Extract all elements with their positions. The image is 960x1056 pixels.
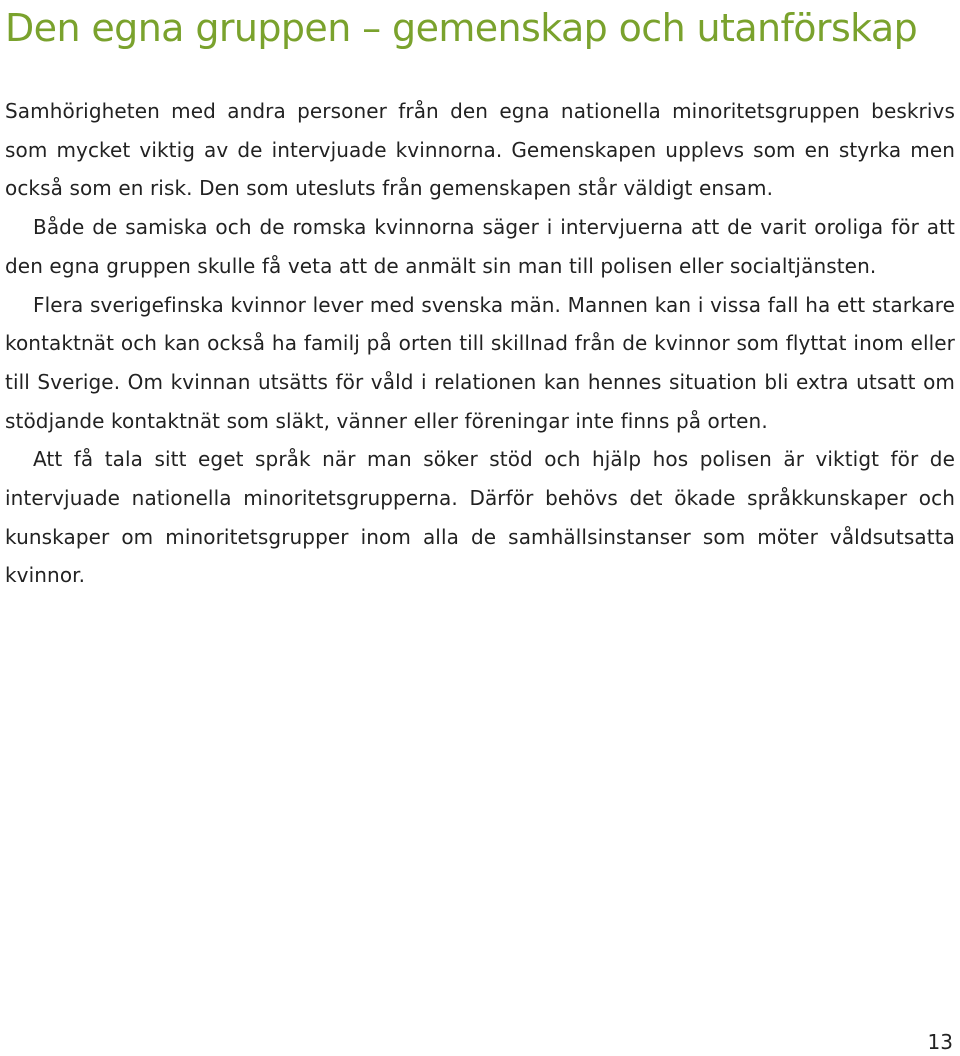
paragraph-4: Att få tala sitt eget språk när man söker stöd och hjälp hos polisen är viktigt för de intervjuade nationella minoritetsgrupperna. Därför behövs det ökade språkkunskaper och kunskaper om minoritetsgrupper inom alla de samhällsinstanser som möter våldsutsatta kvinnor.: [5, 447, 955, 588]
paragraph-2: Både de samiska och de romska kvinnorna säger i intervjuerna att de varit oroliga för att den egna gruppen skulle få veta att de anmält sin man till polisen eller socialtjänsten.: [5, 215, 955, 278]
document-page: [5, 0, 955, 1056]
paragraph-3: Flera sverigefinska kvinnor lever med svenska män. Mannen kan i vissa fall ha ett starkare kontaktnät och kan också ha familj på orten till skillnad från de kvinnor som flyttat inom eller till Sverige. Om kvinnan utsätts för våld i relationen kan hennes situation bli extra utsatt om stödjande kontaktnät som släkt, vänner eller föreningar inte finns på orten.: [5, 292, 955, 433]
page-number: 13: [927, 1030, 953, 1054]
body-text: [5, 92, 955, 595]
paragraph-1: Samhörigheten med andra personer från den egna nationella minoritetsgruppen beskrivs som mycket viktig av de intervjuade kvinnorna. Gemenskapen upplevs som en styrka men också som en risk. Den som utesluts från gemenskapen står väldigt ensam.: [5, 99, 955, 201]
page-title: Den egna gruppen – gemenskap och utanförskap: [5, 6, 918, 50]
